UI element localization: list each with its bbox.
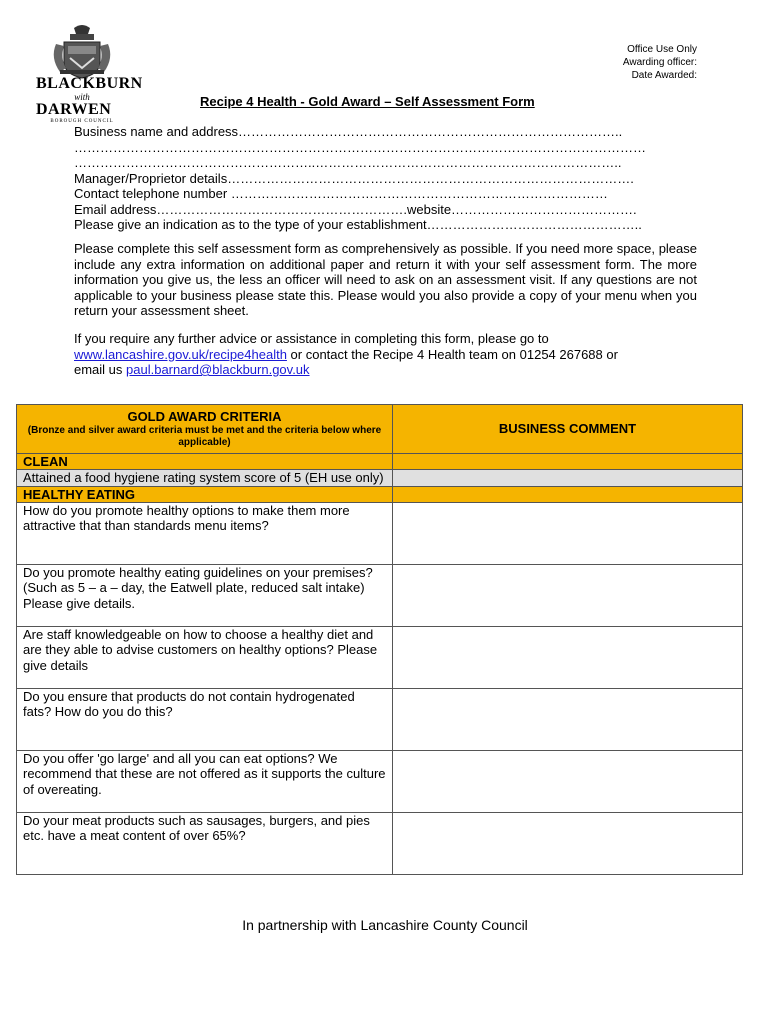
partnership-footer: In partnership with Lancashire County Council xyxy=(242,917,528,933)
section-clean: CLEAN xyxy=(17,454,393,470)
section-healthy-comment xyxy=(393,486,743,502)
criteria-header-subtitle: (Bronze and silver award criteria must be met and the criteria below where applicable) xyxy=(27,424,382,448)
comment-cell-4[interactable] xyxy=(393,688,743,750)
question-5: Do you offer 'go large' and all you can eat options? We recommend that these are not offered as it supports the culture of overeating. xyxy=(17,750,393,812)
question-3: Are staff knowledgeable on how to choose a healthy diet and are they able to advise customers on healthy options? Please give details xyxy=(17,626,393,688)
date-awarded-label: Date Awarded: xyxy=(631,70,697,81)
logo-with: with xyxy=(74,92,90,102)
gold-award-criteria-table xyxy=(16,404,743,875)
establishment-type-field[interactable]: Please give an indication as to the type of your establishment………………………………………….. xyxy=(74,217,642,232)
criteria-header-title: GOLD AWARD CRITERIA xyxy=(127,409,282,425)
office-use-block xyxy=(623,43,697,82)
question-1: How do you promote healthy options to make them more attractive that than standards menu items? xyxy=(17,502,393,564)
business-comment-header: BUSINESS COMMENT xyxy=(393,405,743,454)
business-name-field[interactable]: Business name and address…………………………………………………………………………….. xyxy=(74,124,623,139)
comment-cell-1[interactable] xyxy=(393,502,743,564)
form-title: Recipe 4 Health - Gold Award – Self Assessment Form xyxy=(200,94,535,109)
comment-cell-5[interactable] xyxy=(393,750,743,812)
office-use-only: Office Use Only xyxy=(627,44,697,55)
comment-cell-6[interactable] xyxy=(393,812,743,874)
advice-lead-text: If you require any further advice or assistance in completing this form, please go to xyxy=(74,331,549,346)
email-website-field[interactable]: Email address………………………………………………….website……………………………………. xyxy=(74,201,637,217)
address-line-2[interactable]: ………………………………………………..…………………………………………………………….. xyxy=(74,155,622,170)
recipe4health-link[interactable]: www.lancashire.gov.uk/recipe4health xyxy=(74,346,287,362)
manager-details-field[interactable]: Manager/Proprietor details…………………………………………………………………………………. xyxy=(74,170,634,186)
email-link[interactable]: paul.barnard@blackburn.gov.uk xyxy=(126,362,310,377)
logo-line-blackburn: BLACKBURN xyxy=(36,75,143,92)
business-details-block xyxy=(74,124,702,233)
advice-contact-text: or contact the Recipe 4 Health team on 01254 267688 or xyxy=(286,346,618,362)
question-4: Do you ensure that products do not contain hydrogenated fats? How do you do this? xyxy=(17,688,393,750)
clean-question: Attained a food hygiene rating system score of 5 (EH use only) xyxy=(17,470,393,487)
logo-borough-council: BOROUGH COUNCIL xyxy=(50,119,114,124)
telephone-field[interactable]: Contact telephone number …………………………………………………………………………… xyxy=(74,186,608,201)
instructions-paragraph: Please complete this self assessment form as comprehensively as possible. If you need more space, please include any extra information on additional paper and return it with your self assessment form. The more information you give us, the less an officer will need to ask on an assessment visit. If any questions are not applicable to your business please state this. Please would you also provide a copy of your menu when you return your assessment sheet. xyxy=(74,241,697,318)
question-2: Do you promote healthy eating guidelines on your premises? (Such as 5 – a – day, the Eatwell plate, reduced salt intake) Please give details. xyxy=(17,564,393,626)
awarding-officer-label: Awarding officer: xyxy=(622,57,697,68)
council-name-logo xyxy=(36,75,143,124)
comment-cell-2[interactable] xyxy=(393,564,743,626)
email-lead-text: email us xyxy=(74,362,127,377)
criteria-header-cell xyxy=(17,405,393,454)
advice-paragraph xyxy=(74,331,697,378)
section-healthy-eating: HEALTHY EATING xyxy=(17,486,393,502)
logo-line-darwen: DARWEN xyxy=(36,101,112,118)
comment-cell-3[interactable] xyxy=(393,626,743,688)
section-clean-comment xyxy=(393,454,743,470)
address-line-1[interactable]: …………………………………………………………………………………………………………………… xyxy=(74,139,646,155)
clean-comment-cell xyxy=(393,470,743,487)
question-6: Do your meat products such as sausages, burgers, and pies etc. have a meat content of over 65%? xyxy=(17,812,393,874)
